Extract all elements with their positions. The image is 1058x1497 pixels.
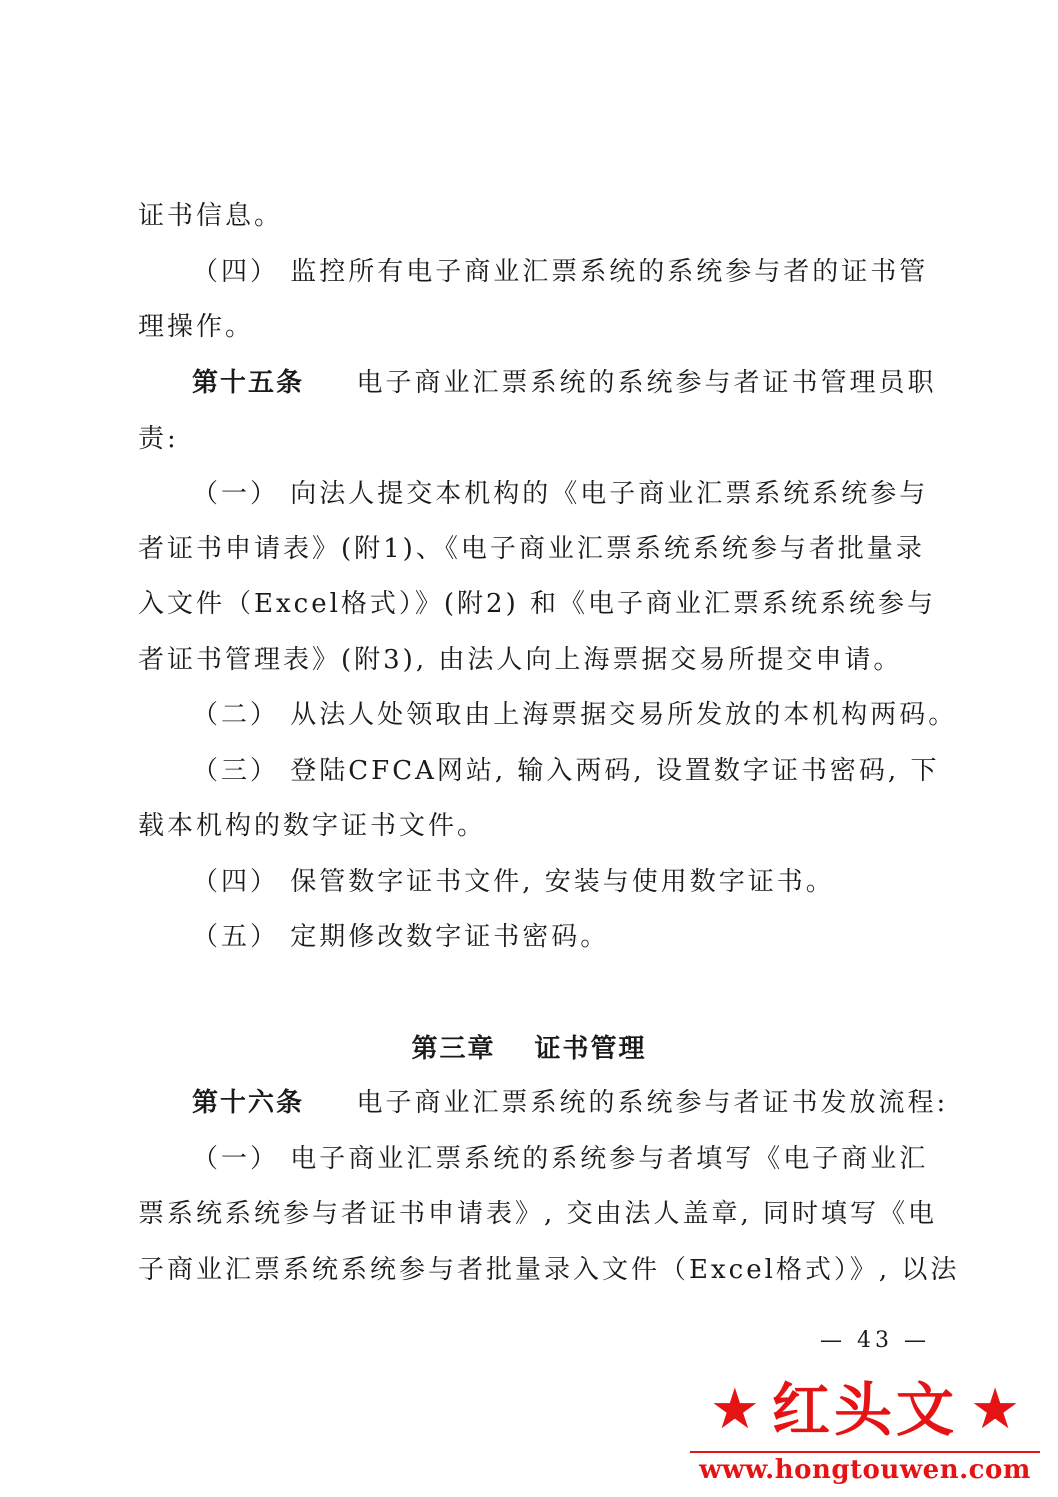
paragraph-line: 者证书申请表》(附1)、《电子商业汇票系统系统参与者批量录 — [138, 534, 925, 564]
watermark-text: 红头文 — [771, 1376, 958, 1444]
article-16-heading — [192, 1085, 982, 1121]
paragraph-line: 载本机构的数字证书文件。 — [138, 811, 487, 841]
chapter-heading — [0, 1028, 1058, 1065]
watermark-divider — [690, 1451, 1040, 1453]
paragraph-line: 票系统系统参与者证书申请表》, 交由法人盖章, 同时填写《电 — [138, 1199, 938, 1229]
chapter-number: 第三章 — [411, 1034, 496, 1064]
paragraph-line: 电子商业汇票系统的系统参与者证书发放流程: — [356, 1088, 949, 1118]
paragraph-line: （五） 定期修改数字证书密码。 — [192, 922, 610, 952]
watermark — [680, 1375, 1050, 1495]
star-icon: ★ — [709, 1377, 760, 1442]
star-icon: ★ — [970, 1377, 1021, 1442]
paragraph-line: （一） 向法人提交本机构的《电子商业汇票系统系统参与 — [192, 479, 929, 509]
paragraph-line: 理操作。 — [138, 312, 255, 342]
paragraph-line: 入文件（Excel格式）》(附2) 和《电子商业汇票系统系统参与 — [138, 589, 937, 619]
paragraph-line: 证书信息。 — [138, 201, 284, 231]
page-number: — 43 — — [820, 1328, 930, 1353]
paragraph-line: 责: — [138, 424, 179, 454]
article-16-label: 第十六条 — [192, 1088, 305, 1118]
paragraph-line: 者证书管理表》(附3), 由法人向上海票据交易所提交申请。 — [138, 645, 903, 675]
watermark-url: www.hongtouwen.com — [699, 1455, 1031, 1485]
article-15-heading — [192, 365, 982, 401]
paragraph-line: （四） 监控所有电子商业汇票系统的系统参与者的证书管 — [192, 257, 929, 287]
chapter-title: 证书管理 — [534, 1034, 647, 1064]
paragraph-line: 电子商业汇票系统的系统参与者证书管理员职 — [356, 368, 937, 398]
paragraph-line: （一） 电子商业汇票系统的系统参与者填写《电子商业汇 — [192, 1144, 929, 1174]
paragraph-line: 子商业汇票系统系统参与者批量录入文件（Excel格式）》, 以法 — [138, 1255, 960, 1285]
article-15-label: 第十五条 — [192, 368, 305, 398]
paragraph-line: （二） 从法人处领取由上海票据交易所发放的本机构两码。 — [192, 700, 958, 730]
paragraph-line: （三） 登陆CFCA网站, 输入两码, 设置数字证书密码, 下 — [192, 756, 940, 786]
paragraph-line: （四） 保管数字证书文件, 安装与使用数字证书。 — [192, 867, 835, 897]
